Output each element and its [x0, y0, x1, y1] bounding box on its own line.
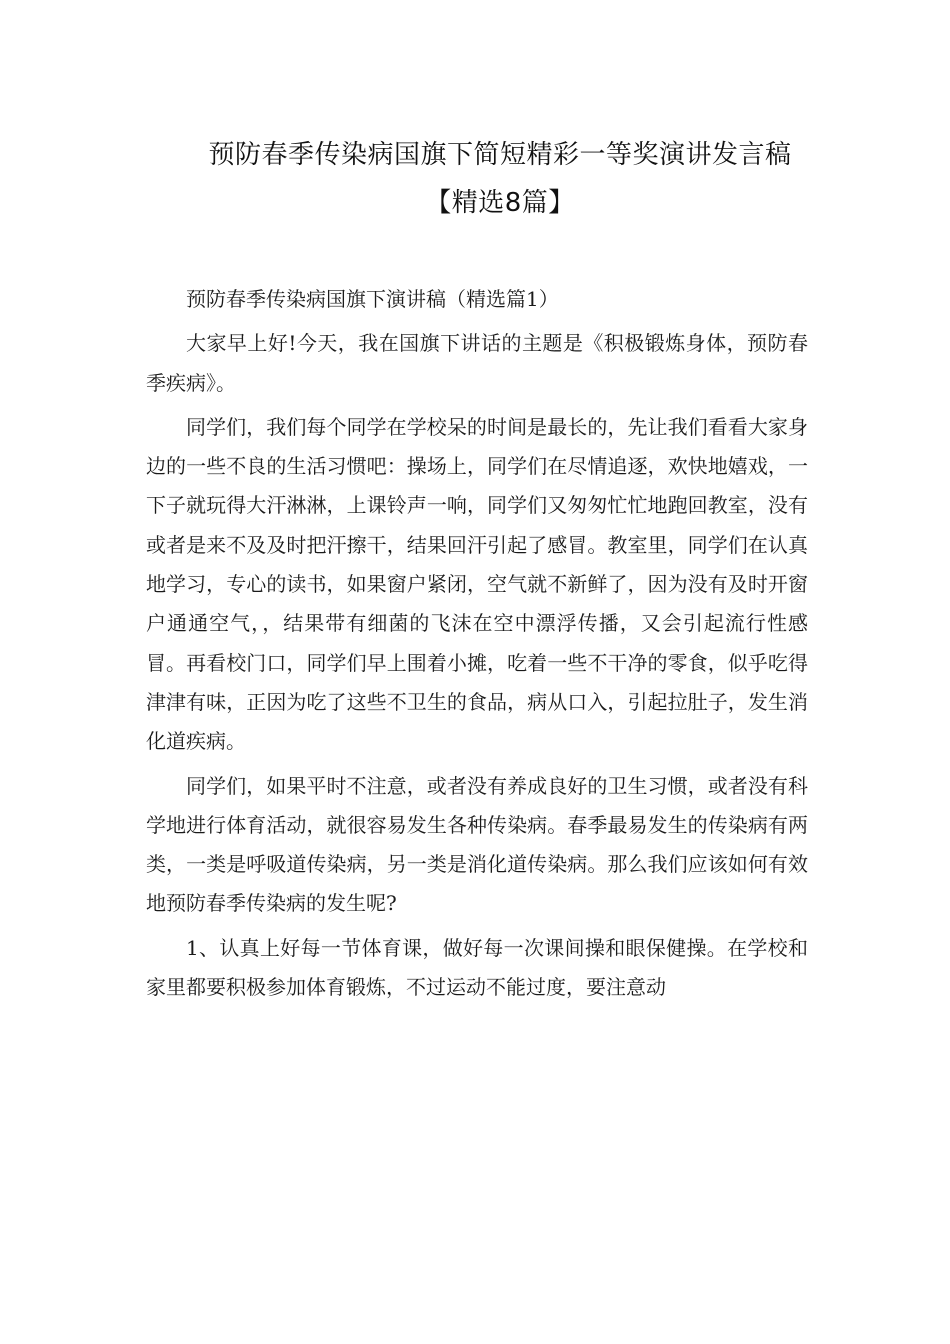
document-subtitle: 【精选8篇】 [425, 188, 575, 218]
paragraph: 同学们，我们每个同学在学校呆的时间是最长的，先让我们看看大家身边的一些不良的生活习惯吧：操场上，同学们在尽情追逐，欢快地嬉戏，一下子就玩得大汗淋淋，上课铃声一响，同学们又匆匆忙忙地跑回教室，没有或者是来不及及时把汗擦干，结果回汗引起了感冒。教室里，同学们在认真地学习，专心的读书，如果窗户紧闭，空气就不新鲜了，因为没有及时开窗户通通空气，，结果带有细菌的飞沫在空中漂浮传播，又会引起流行性感冒。再看校门口，同学们早上围着小摊，吃着一些不干净的零食，似乎吃得津津有味，正因为吃了这些不卫生的食品，病从口入，引起拉肚子，发生消化道疾病。 [146, 414, 808, 754]
document-body [146, 280, 808, 1012]
paragraph: 大家早上好!今天，我在国旗下讲话的主题是《积极锻炼身体，预防春季疾病》。 [146, 331, 808, 395]
paragraph: 1、认真上好每一节体育课，做好每一次课间操和眼保健操。在学校和家里都要积极参加体育锻炼，不过运动不能过度，要注意动 [146, 935, 808, 1000]
paragraph: 同学们，如果平时不注意，或者没有养成良好的卫生习惯，或者没有科学地进行体育活动，就很容易发生各种传染病。春季最易发生的传染病有两类，一类是呼吸道传染病，另一类是消化道传染病。那么我们应该如何有效地预防春季传染病的发生呢? [146, 773, 808, 916]
document-title: 预防春季传染病国旗下简短精彩一等奖演讲发言稿 [208, 140, 792, 170]
section-heading: 预防春季传染病国旗下演讲稿（精选篇1） [186, 287, 559, 311]
